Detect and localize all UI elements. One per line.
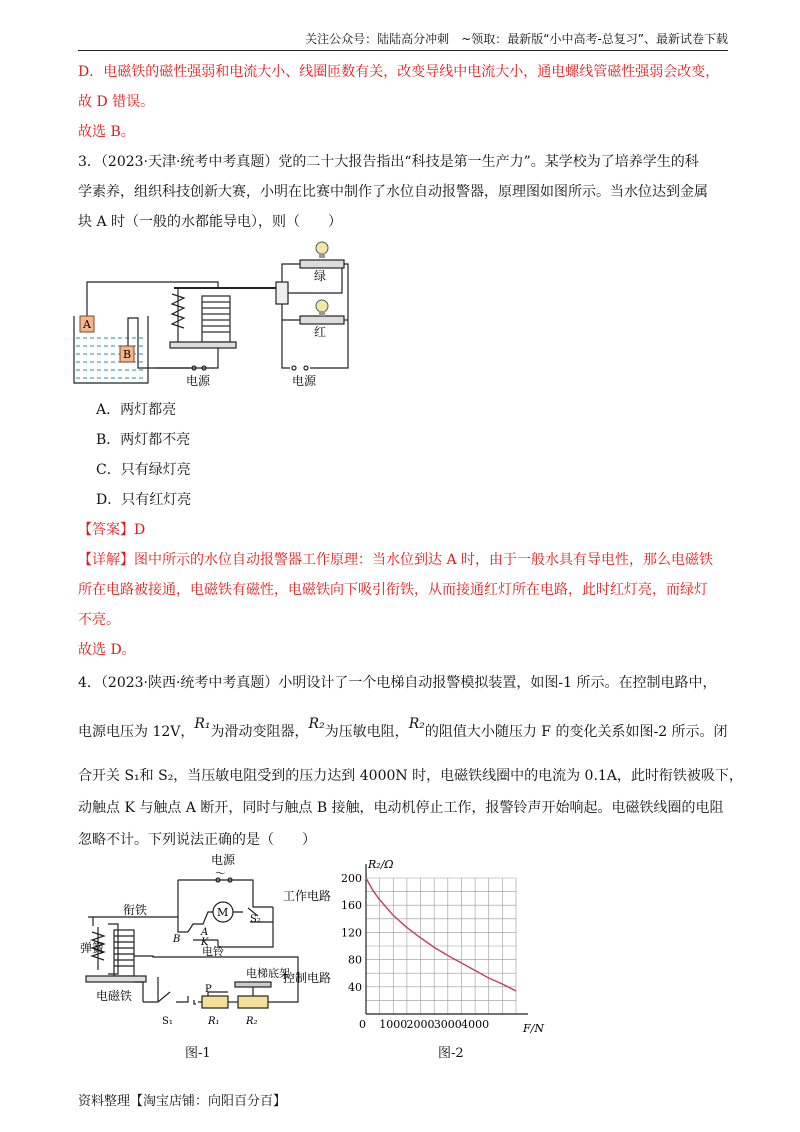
page-header: 关注公众号：陆陆高分冲刺 ~领取：最新版“小中高考-总复习”、最新试卷下载 <box>78 30 728 51</box>
fig1-electromagnet: 电磁铁 <box>96 989 133 1003</box>
fig1-work-circuit: 工作电路 <box>283 889 332 903</box>
q3-answer: 【答案】D <box>78 522 146 538</box>
fig1-r2: R₂ <box>246 1016 258 1027</box>
r1-symbol: R₁ <box>194 716 211 732</box>
y-tick-label: 80 <box>348 953 362 967</box>
q3-stem-line2: 学素养，组织科技创新大赛，小明在比赛中制作了水位自动报警器，原理图如图所示。当水位达到金属 <box>78 184 708 200</box>
q3-detail-line2: 所在电路被接通，电磁铁有磁性，电磁铁向下吸引衔铁，从而接通红灯所在电路，此时红灯亮，而绿灯 <box>78 582 708 598</box>
q3-option-c: C．只有绿灯亮 <box>96 462 191 478</box>
metal-block-b: B <box>123 348 132 361</box>
fig1-contact-a: A <box>201 927 209 938</box>
fig1-contact-k: K <box>201 937 209 948</box>
figure-2-caption: 图-2 <box>438 1046 464 1061</box>
prev-option-d-line1: D．电磁铁的磁性强弱和电流大小、线圈匝数有关，改变导线中电流大小，通电螺线管磁性强弱会改变， <box>78 64 720 80</box>
q3-water-alarm-circuit <box>70 238 360 388</box>
x-tick-label: 1000 <box>379 1018 408 1031</box>
red-light-label: 红 <box>314 325 327 339</box>
fig1-slider-p: P <box>205 984 212 995</box>
fig1-bell: 电铃 <box>202 945 224 958</box>
power-label-2: 电源 <box>292 374 317 388</box>
green-light-label: 绿 <box>314 269 327 283</box>
q3-stem-line3: 块 A 时（一般的水都能导电），则（ ） <box>78 214 343 230</box>
fig1-spring: 弹簧 <box>80 941 105 955</box>
q3-stem-line1: 3．（2023·天津·统考中考真题）党的二十大报告指出“科技是第一生产力”。某学校为了培养学生的科 <box>78 154 699 170</box>
y-tick-label: 160 <box>341 899 362 913</box>
q4-stem-line5: 忽略不计。下列说法正确的是（ ） <box>78 832 316 848</box>
r2-symbol-2: R₂ <box>408 716 425 732</box>
r2-symbol: R₂ <box>308 716 325 732</box>
q3-option-a: A．两灯都亮 <box>96 402 177 418</box>
fig1-s2: S₂ <box>250 914 261 925</box>
q3-detail-line1: 【详解】图中所示的水位自动报警器工作原理：当水位到达 A 时，由于一般水具有导电性，那么电磁铁 <box>78 552 714 568</box>
q4-stem-line1: 4．（2023·陕西·统考中考真题）小明设计了一个电梯自动报警模拟装置，如图-1 所示。在控制电路中， <box>78 675 717 691</box>
q4-stem-line4: 动触点 K 与触点 A 断开，同时与触点 B 接触，电动机停止工作，报警铃声开始响起。电磁铁线圈的电阻 <box>78 800 724 816</box>
y-tick-label: 200 <box>341 872 362 885</box>
q3-detail-line3: 不亮。 <box>78 612 120 628</box>
motor-icon: M <box>217 906 229 919</box>
x-tick-label: 4000 <box>461 1018 490 1031</box>
fig1-s1: S₁ <box>162 1016 173 1027</box>
prev-answer-select: 故选 B。 <box>78 124 135 140</box>
q4-stem-line2: 电源电压为 12V，R₁为滑动变阻器，R₂为压敏电阻，R₂的阻值大小随压力 F 的变化关系如图-2 所示。闭 <box>78 716 728 740</box>
power-label-1: 电源 <box>186 374 211 388</box>
fig1-r1: R₁ <box>208 1016 220 1027</box>
fig1-power-label: 电源 <box>211 853 236 867</box>
fig1-tilde: ～ <box>215 867 226 880</box>
fig1-contact-b: B <box>173 934 181 945</box>
y-tick-label: 40 <box>348 980 362 994</box>
r2-curve <box>366 878 516 991</box>
chart-ylabel: R₂/Ω <box>368 858 394 871</box>
r2-vs-force-chart <box>340 856 560 1036</box>
chart-xlabel: F/N <box>523 1022 544 1035</box>
q3-select: 故选 D。 <box>78 642 136 658</box>
y-tick-label: 120 <box>341 926 362 940</box>
x-tick-label: 0 <box>359 1018 366 1031</box>
x-tick-label: 2000 <box>406 1018 435 1031</box>
elevator-alarm-circuit <box>78 852 338 1032</box>
q4-stem-line3: 合开关 S₁和 S₂，当压敏电阻受到的压力达到 4000N 时，电磁铁线圈中的电流为 0.1A，此时衔铁被吸下， <box>78 768 743 784</box>
metal-block-a: A <box>83 318 91 331</box>
q3-option-b: B．两灯都不亮 <box>96 432 191 448</box>
page-footer: 资料整理【淘宝店铺：向阳百分百】 <box>78 1094 287 1109</box>
fig1-control-circuit: 控制电路 <box>283 971 332 985</box>
red-bulb-icon <box>316 300 328 316</box>
figure-1-caption: 图-1 <box>185 1046 211 1061</box>
x-tick-label: 3000 <box>433 1018 462 1031</box>
q3-option-d: D．只有红灯亮 <box>96 492 192 508</box>
fig1-elevator: 电梯底架 <box>246 967 290 980</box>
green-bulb-icon <box>316 242 328 258</box>
prev-option-d-line2: 故 D 错误。 <box>78 94 155 110</box>
fig1-armature: 衔铁 <box>123 903 148 917</box>
